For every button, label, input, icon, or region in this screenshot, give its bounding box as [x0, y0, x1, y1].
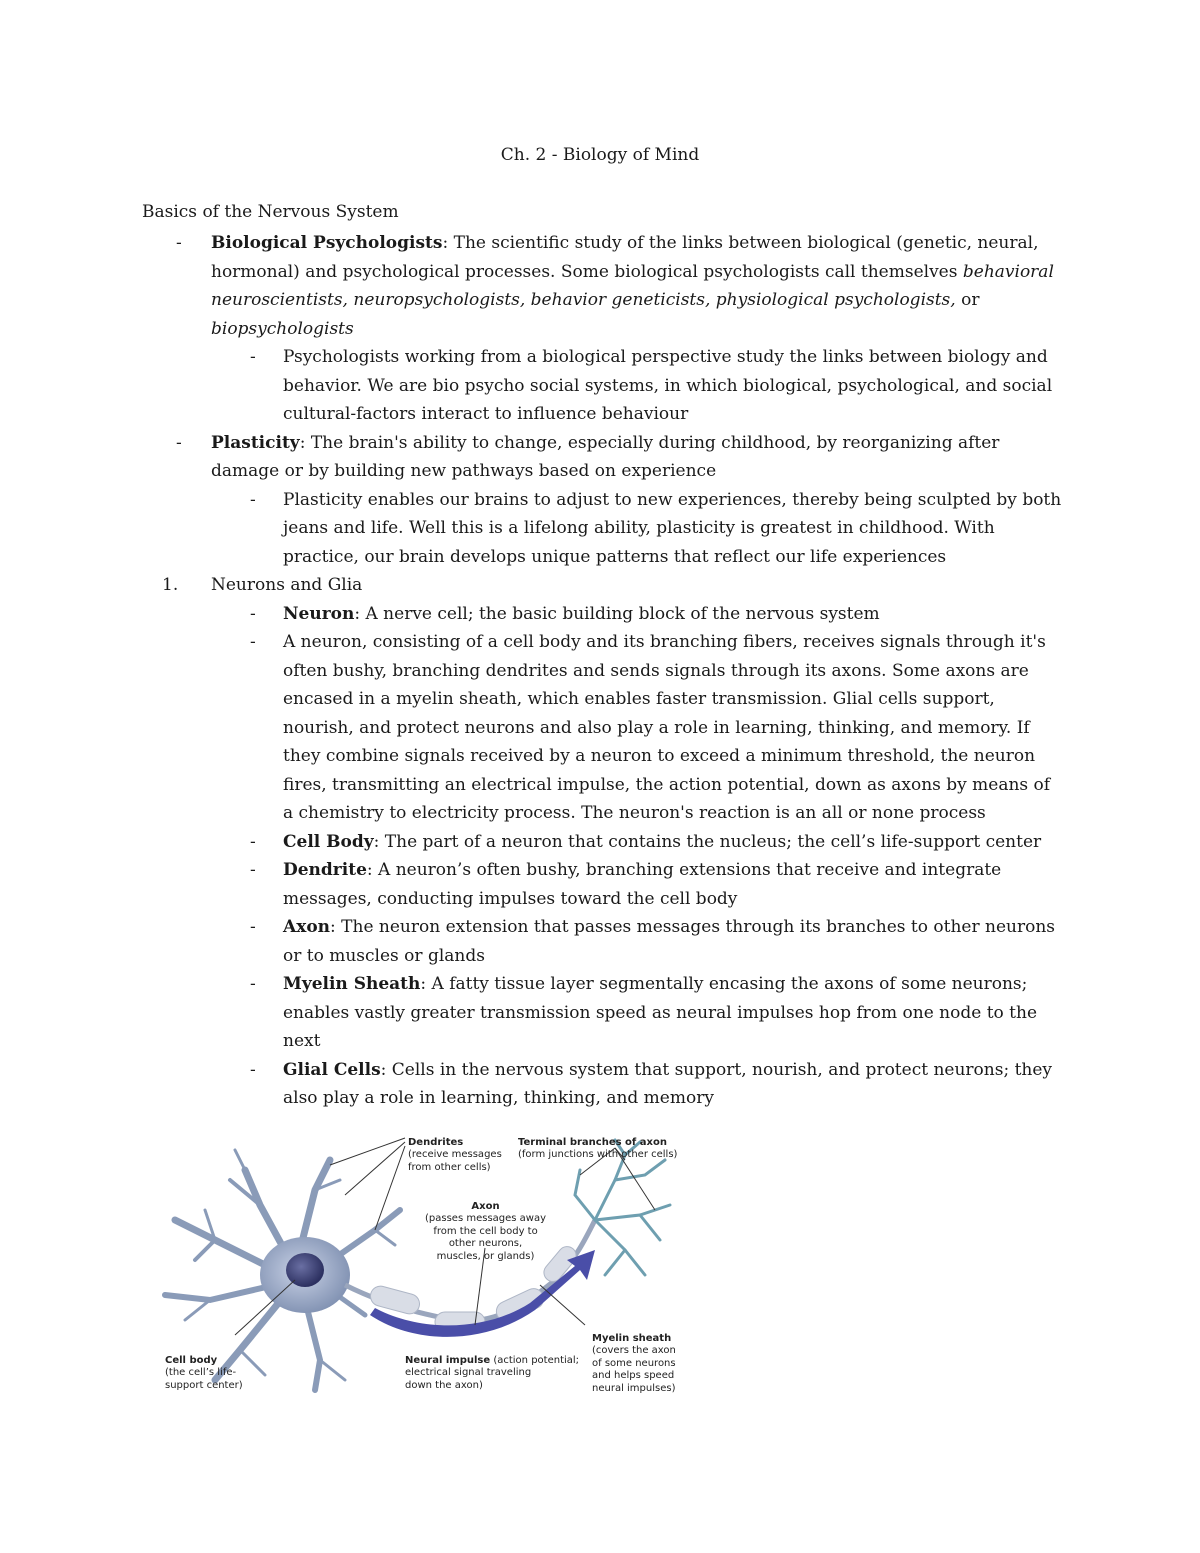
label-description: (passes messages away from the cell body to other neurons, muscles, or glands): [425, 1213, 547, 1262]
label-title: Cell body: [165, 1354, 218, 1366]
sub-item-text: A neuron, consisting of a cell body and its branching fibers, receives signals through it's often bushy, branching dendrites and sends signals through its axons. Some axons are encased in a myelin sheath, which enables faster transmission. Glial cells support, nourish, and protect neurons and also play a role in learning, thinking, and memory. If they combine signals received by a neuron to exceed a minimum threshold, the neuron fires, transmitting an electrical impulse, the action potential, down as axons by means of a chemistry to electricity process. The neuron's reaction is an all or none process: [283, 632, 1051, 823]
definition-text-tail: or: [955, 290, 980, 310]
page-title: Ch. 2 - Biology of Mind: [500, 145, 700, 165]
sub-item-biological-perspective: [0, 343, 1063, 429]
sub-item-text: Psychologists working from a biological perspective study the links between biology and behavior. We are bio psycho social systems, in which biological, psychological, and social cultural-factors interact to influence behaviour: [283, 347, 1053, 424]
bullet-marker: -: [250, 1059, 256, 1080]
axon-label: [425, 1188, 546, 1263]
label-title: Axon: [471, 1200, 500, 1212]
nucleus-shape: [286, 1253, 324, 1287]
bullet-marker: -: [250, 831, 256, 852]
term-label: Glial Cells: [283, 1059, 381, 1080]
bullet-marker: -: [176, 233, 182, 253]
terminal-branches-label: [518, 1124, 677, 1162]
sub-item-axon: [0, 913, 1063, 970]
bullet-marker: -: [250, 632, 256, 652]
sub-item-plasticity-detail: [0, 486, 1063, 572]
term-label: Cell Body: [283, 831, 374, 852]
sub-item-text: Plasticity enables our brains to adjust to new experiences, thereby being sculpted by both jeans and life. Well this is a lifelong ability, plasticity is greatest in childhood. With practice, our brain develops unique patterns that reflect our life experiences: [283, 489, 1062, 567]
bullet-marker: -: [250, 489, 256, 510]
label-title: Dendrites: [408, 1136, 464, 1148]
sub-item-neuron: [0, 600, 1063, 629]
term-label: Myelin Sheath: [283, 974, 421, 994]
label-description: (receive messages from other cells): [408, 1149, 502, 1173]
bullet-marker: -: [250, 860, 256, 880]
label-title: Neural impulse: [405, 1354, 491, 1366]
definition-text: : A fatty tissue layer segmentally encasing the axons of some neurons; enables vastly greater transmission speed as neural impulses hop from one node to the next: [283, 974, 1038, 1051]
sub-item-neuron-description: [0, 628, 1063, 828]
section-heading: Basics of the Nervous System: [142, 202, 399, 222]
list-item-biological-psychologists: [0, 229, 1061, 343]
label-title: Myelin sheath: [592, 1332, 672, 1344]
definition-text: : A neuron’s often bushy, branching extensions that receive and integrate messages, conducting impulses toward the cell body: [283, 860, 1002, 909]
definition-text: : A nerve cell; the basic building block of the nervous system: [354, 603, 880, 624]
bullet-marker: -: [250, 974, 256, 994]
definition-text: : The brain's ability to change, especially during childhood, by reorganizing after damage or by building new pathways based on experience: [211, 432, 1000, 481]
definition-text: : The part of a neuron that contains the nucleus; the cell’s life-support center: [373, 831, 1042, 852]
neuron-diagram: [155, 1120, 685, 1395]
label-title: Terminal branches of axon: [518, 1136, 667, 1148]
bullet-marker: -: [250, 603, 256, 624]
myelin-sheath-label: [592, 1320, 676, 1395]
sub-item-dendrite: [0, 856, 1063, 913]
definition-text: : The neuron extension that passes messages through its branches to other neurons or to muscles or glands: [283, 917, 1056, 966]
dendrites-label: [408, 1124, 502, 1174]
neural-impulse-label: [405, 1342, 579, 1392]
cell-body-label: [165, 1342, 243, 1392]
label-description: (action potential; electrical signal traveling down the axon): [405, 1354, 580, 1391]
definition-text: : Cells in the nervous system that support, nourish, and protect neurons; they also play a role in learning, thinking, and memory: [283, 1059, 1053, 1108]
term-label: Axon: [283, 917, 331, 937]
label-description: (covers the axon of some neurons and helps speed neural impulses): [592, 1345, 676, 1394]
list-item-plasticity: [0, 429, 1061, 486]
number-marker: 1.: [162, 575, 179, 595]
list-item-neurons-and-glia: [0, 571, 1061, 600]
list-item-text: Neurons and Glia: [211, 575, 363, 595]
italic-term-list: behavioral neuroscientists, neuropsychologists, behavior geneticists, physiological psychologists,: [211, 261, 1054, 310]
sub-item-glial-cells: [0, 1056, 1063, 1113]
notes-body: [0, 229, 1200, 1113]
bullet-marker: -: [250, 347, 256, 367]
italic-term: biopsychologists: [211, 318, 354, 339]
term-label: Biological Psychologists: [211, 233, 443, 253]
label-description: (form junctions with other cells): [518, 1149, 678, 1160]
term-label: Dendrite: [283, 860, 367, 880]
definition-text: : The scientific study of the links between biological (genetic, neural, hormonal) and psychological processes. Some biological psychologists call themselves: [211, 233, 1039, 282]
sub-item-cell-body: [0, 828, 1063, 857]
term-label: Neuron: [283, 603, 355, 624]
bullet-marker: -: [250, 917, 256, 937]
sub-item-myelin-sheath: [0, 970, 1063, 1056]
bullet-marker: -: [176, 432, 182, 453]
term-label: Plasticity: [211, 432, 300, 453]
label-description: (the cell’s life- support center): [165, 1367, 243, 1391]
